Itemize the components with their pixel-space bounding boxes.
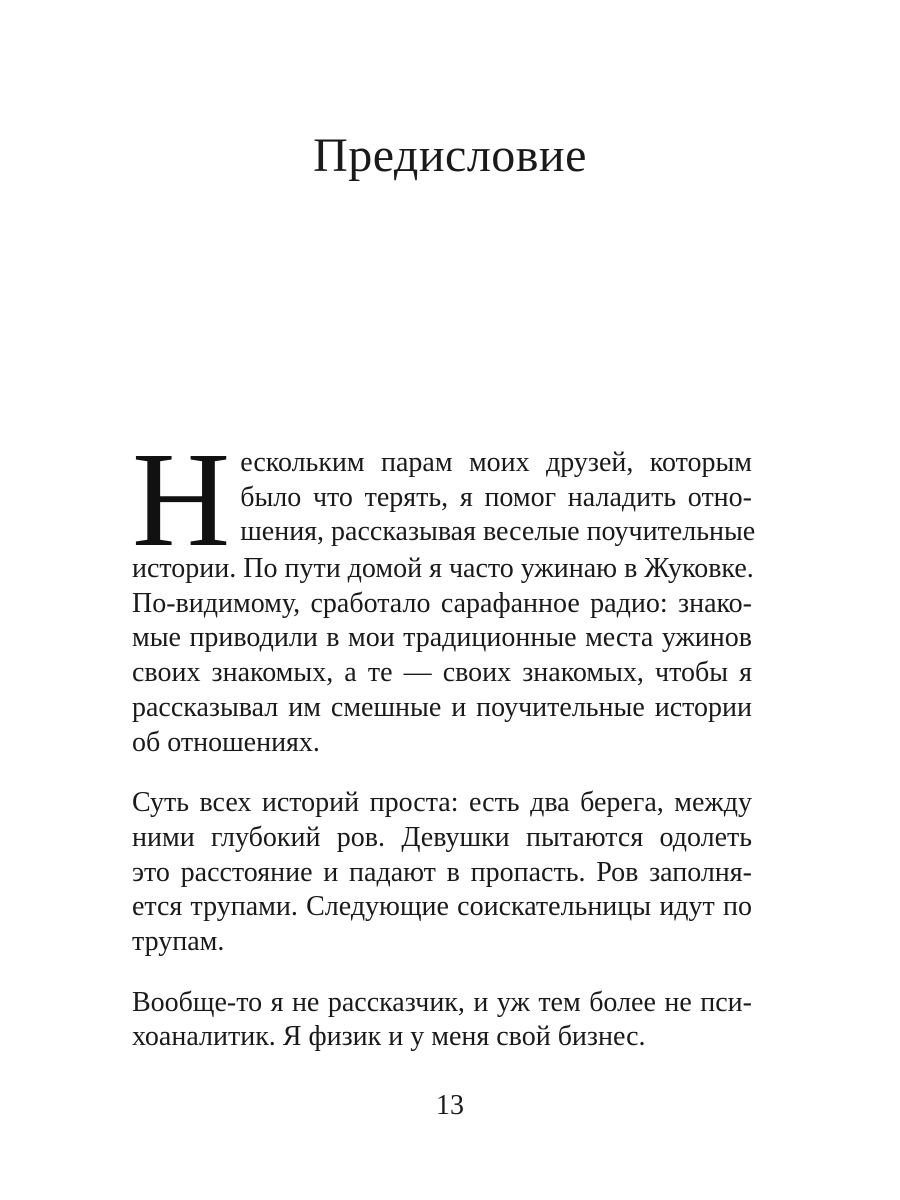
text-line: мые приводили в мои традиционные места ужинов: [132, 622, 752, 654]
page-number: 13: [436, 1090, 464, 1121]
text-line: хоаналитик. Я физик и у меня свой бизнес.: [132, 1021, 646, 1053]
paragraph-1: [132, 425, 756, 760]
text-line: ескольким парам моих друзей, которым: [240, 447, 752, 478]
text-line: Вообще-то я не рассказчик, и уж тем более не пси-: [132, 986, 752, 1018]
text-line: Суть всех историй проста: есть два берега, между: [132, 787, 752, 819]
text-line: ется трупами. Следующие соискательницы идут по: [132, 891, 752, 923]
paragraph-3: [132, 986, 752, 1055]
text-line: трупам.: [132, 926, 225, 958]
text-line: По-видимому, сработало сарафанное радио: знако-: [132, 587, 752, 619]
page-title: Предисловие: [313, 129, 587, 182]
body-text: [132, 425, 756, 1055]
text-line: истории. По пути домой я часто ужинаю в Жуковке.: [132, 553, 754, 584]
text-line: это расстояние и падают в пропасть. Ров заполня-: [132, 856, 752, 888]
drop-cap: Н: [132, 425, 231, 575]
text-line: было что терять, я помог наладить отно-: [240, 481, 752, 513]
text-line: рассказывал им смешные и поучительные истории: [132, 691, 752, 723]
paragraph-2: [132, 786, 752, 960]
text-line: ними глубокий ров. Девушки пытаются одолеть: [132, 821, 752, 853]
text-line: об отношениях.: [132, 726, 320, 758]
text-line: своих знакомых, а те — своих знакомых, чтобы я: [132, 657, 752, 689]
text-line: шения, рассказывая веселые поучительные: [240, 516, 756, 548]
